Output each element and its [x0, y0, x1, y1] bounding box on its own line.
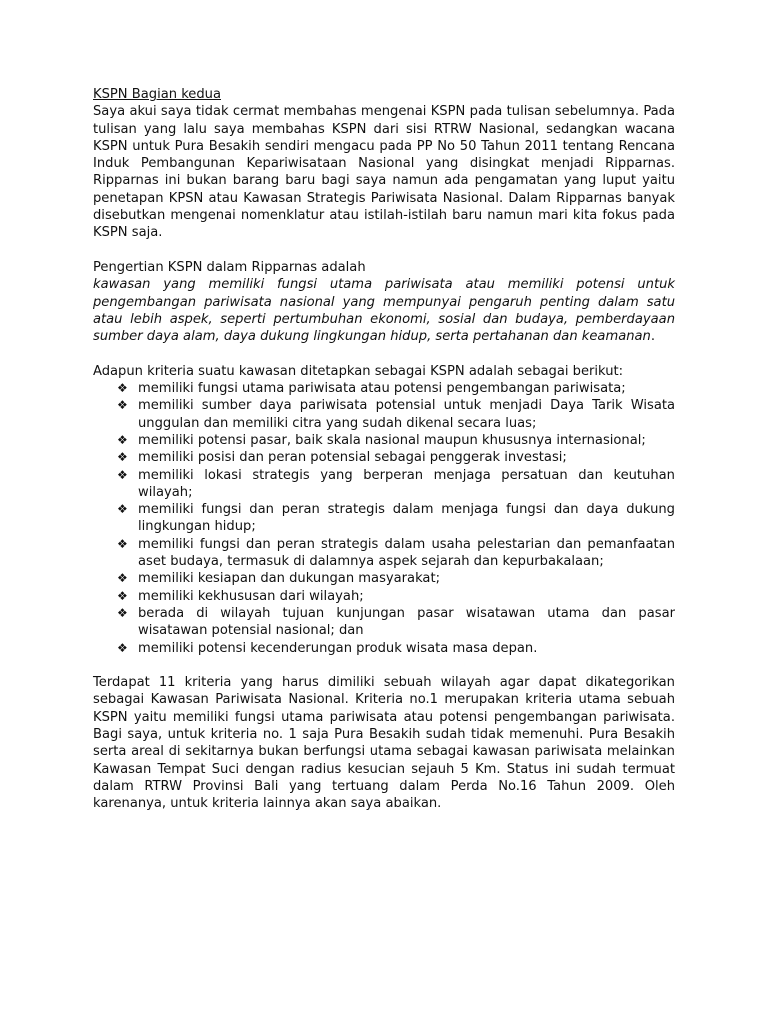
criteria-item — [93, 501, 675, 536]
criteria-item — [93, 640, 675, 657]
paragraph-spacer — [93, 657, 675, 674]
criteria-item — [93, 605, 675, 640]
criteria-item-text: memiliki potensi pasar, baik skala nasional maupun khususnya internasional; — [138, 432, 646, 448]
criteria-item — [93, 380, 675, 397]
criteria-item-text: berada di wilayah tujuan kunjungan pasar wisatawan utama dan pasar wisatawan potensial nasional; dan — [138, 605, 675, 639]
diamond-bullet-icon: ❖ — [117, 502, 128, 517]
criteria-item — [93, 536, 675, 571]
diamond-bullet-icon: ❖ — [117, 398, 128, 413]
definition-period: . — [650, 329, 656, 345]
diamond-bullet-icon: ❖ — [117, 536, 128, 551]
diamond-bullet-icon: ❖ — [117, 381, 128, 396]
criteria-item-text: memiliki lokasi strategis yang berperan menjaga persatuan dan keutuhan wilayah; — [138, 467, 675, 500]
criteria-item — [93, 432, 675, 449]
document-body — [93, 86, 675, 812]
criteria-item-text: memiliki kekhususan dari wilayah; — [138, 588, 364, 604]
criteria-intro: Adapun kriteria suatu kawasan ditetapkan sebagai KSPN adalah sebagai berikut: — [93, 363, 624, 379]
criteria-item-text: memiliki posisi dan peran potensial sebagai penggerak investasi; — [138, 450, 567, 466]
diamond-bullet-icon: ❖ — [117, 450, 128, 465]
criteria-item-text: memiliki fungsi dan peran strategis dalam usaha pelestarian dan pemanfaatan aset budaya, termasuk di dalamnya aspek sejarah dan kepurbakalaan; — [138, 536, 675, 570]
diamond-bullet-icon: ❖ — [117, 571, 128, 586]
intro-paragraph: Saya akui saya tidak cermat membahas mengenai KSPN pada tulisan sebelumnya. Pada tulisan yang lalu saya membahas KSPN dari sisi RTRW Nasional, sedangkan wacana KSPN untuk Pura Besakih sendiri mengacu pada PP No 50 Tahun 2011 tentang Rencana Induk Pembangunan Kepariwisataan Nasional yang disingkat menjadi Ripparnas. Ripparnas ini bukan barang baru bagi saya namun ada pengamatan yang luput yaitu penetapan KPSN atau Kawasan Strategis Pariwisata Nasional. Dalam Ripparnas banyak disebutkan mengenai nomenklatur atau istilah-istilah baru namun mari kita fokus pada KSPN saja. — [93, 104, 675, 241]
paragraph-spacer — [93, 242, 675, 259]
criteria-item — [93, 588, 675, 605]
criteria-list — [93, 380, 675, 657]
diamond-bullet-icon: ❖ — [117, 640, 128, 655]
criteria-item-text: memiliki sumber daya pariwisata potensial untuk menjadi Daya Tarik Wisata unggulan dan memiliki citra yang sudah dikenal secara luas; — [138, 398, 675, 431]
diamond-bullet-icon: ❖ — [117, 588, 128, 603]
criteria-item — [93, 397, 675, 432]
diamond-bullet-icon: ❖ — [117, 605, 128, 620]
document-title: KSPN Bagian kedua — [93, 87, 221, 102]
criteria-item — [93, 449, 675, 466]
criteria-item-text: memiliki kesiapan dan dukungan masyarakat; — [138, 571, 440, 587]
paragraph-spacer — [93, 345, 675, 362]
conclusion-paragraph: Terdapat 11 kriteria yang harus dimiliki sebuah wilayah agar dapat dikategorikan sebagai Kawasan Pariwisata Nasional. Kriteria no.1 merupakan kriteria utama sebuah KSPN yaitu memiliki fungsi utama pariwisata atau potensi pengembangan pariwisata. Bagi saya, untuk kriteria no. 1 saja Pura Besakih sudah tidak memenuhi. Pura Besakih serta areal di sekitarnya bukan berfungsi utama sebagai kawasan pariwisata melainkan Kawasan Tempat Suci dengan radius kesucian sejauh 5 Km. Status ini sudah termuat dalam RTRW Provinsi Bali yang tertuang dalam Perda No.16 Tahun 2009. Oleh karenanya, untuk kriteria lainnya akan saya abaikan. — [93, 675, 675, 812]
criteria-item-text: memiliki potensi kecenderungan produk wisata masa depan. — [138, 640, 538, 656]
definition-italic-text: kawasan yang memiliki fungsi utama pariwisata atau memiliki potensi untuk pengembangan pariwisata nasional yang mempunyai pengaruh penting dalam satu atau lebih aspek, seperti pertumbuhan ekonomi, sosial dan budaya, pemberdayaan sumber daya alam, daya dukung lingkungan hidup, serta pertahanan dan keamanan — [93, 277, 675, 345]
criteria-item-text: memiliki fungsi utama pariwisata atau potensi pengembangan pariwisata; — [138, 381, 626, 397]
diamond-bullet-icon: ❖ — [117, 467, 128, 482]
definition-intro: Pengertian KSPN dalam Ripparnas adalah — [93, 259, 366, 275]
criteria-item — [93, 467, 675, 502]
definition-paragraph — [93, 276, 675, 345]
criteria-item — [93, 570, 675, 587]
diamond-bullet-icon: ❖ — [117, 432, 128, 447]
criteria-item-text: memiliki fungsi dan peran strategis dalam menjaga fungsi dan daya dukung lingkungan hidup; — [138, 502, 675, 535]
